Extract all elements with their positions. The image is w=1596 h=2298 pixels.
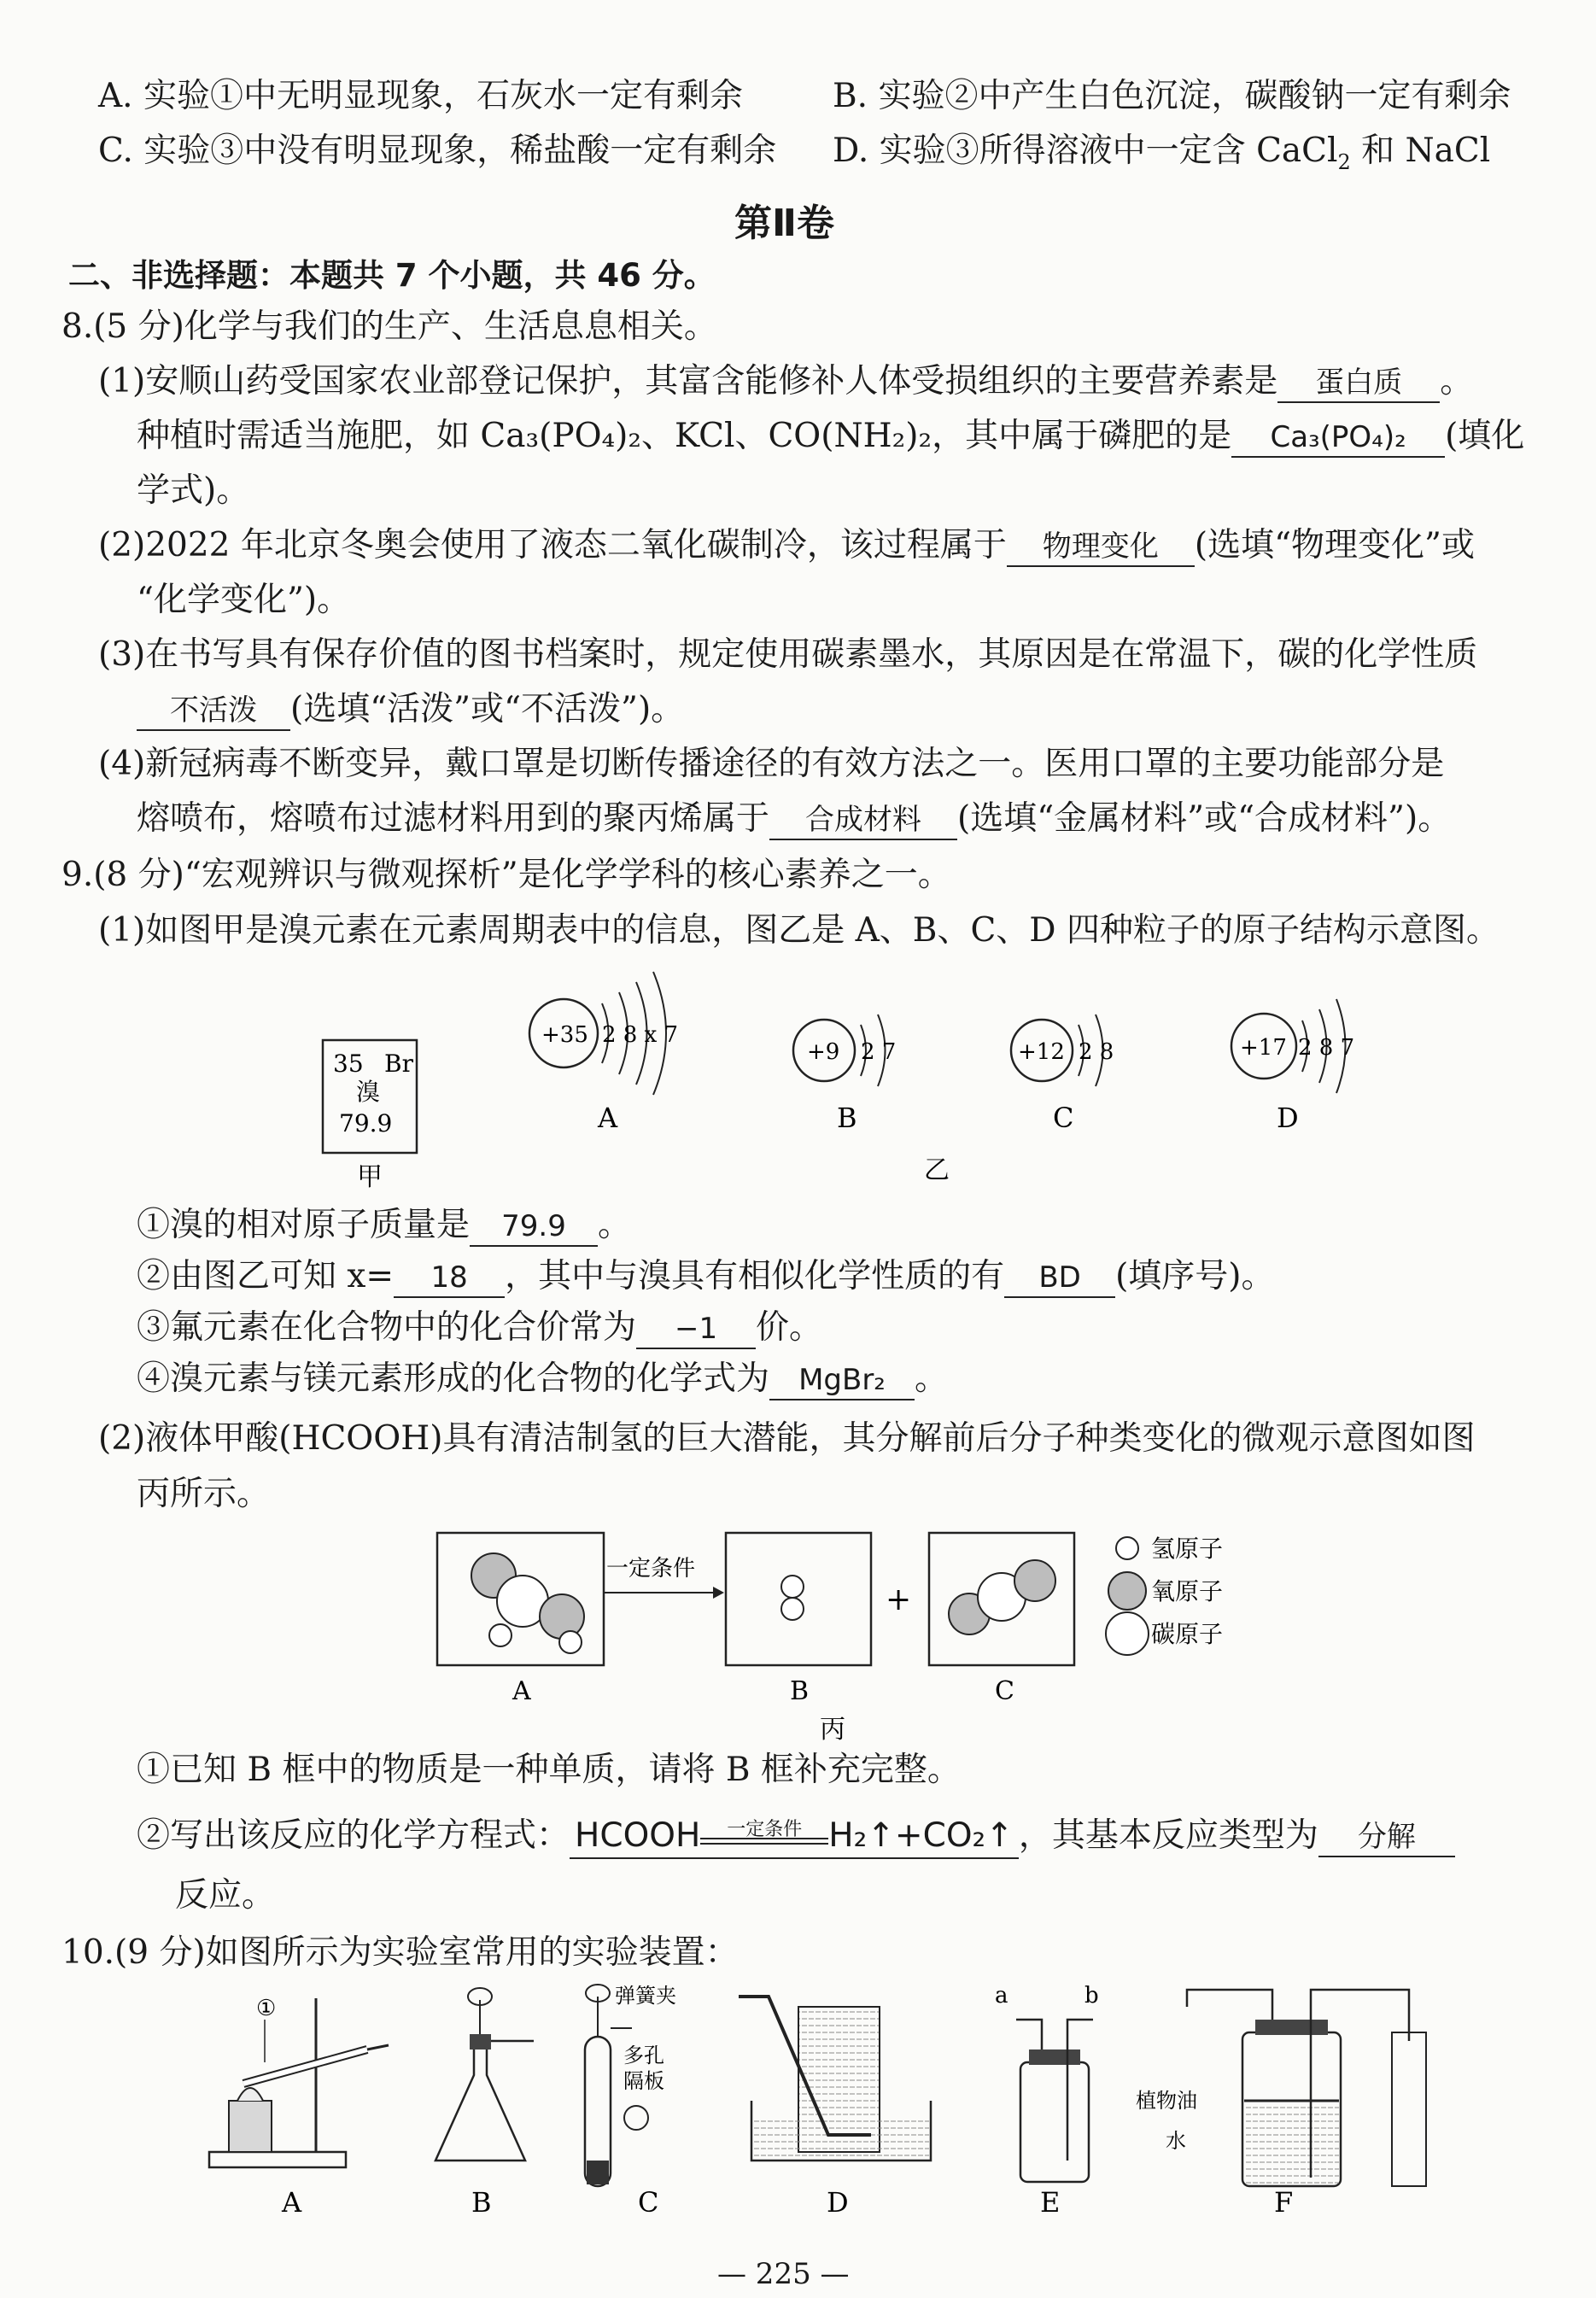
answer-blank: 18 <box>394 1259 505 1298</box>
box-c <box>929 1533 1074 1706</box>
svg-text:E: E <box>1040 2186 1061 2219</box>
q8-part1-line2: 种植时需适当施肥，如 Ca₃(PO₄)₂、KCl、CO(NH₂)₂，其中属于磷肥的是 Ca₃(PO₄)₂ (填化 <box>137 415 1524 458</box>
apparatus-a <box>209 1996 389 2219</box>
svg-text:2 8 7: 2 8 7 <box>1298 1035 1355 1061</box>
svg-text:+17: +17 <box>1240 1035 1287 1061</box>
page-number: — 225 — <box>717 2257 850 2291</box>
svg-text:D: D <box>1277 1102 1299 1134</box>
legend <box>1106 1535 1223 1655</box>
section-title: 第Ⅱ卷 <box>734 202 834 245</box>
answer-blank: MgBr₂ <box>769 1361 915 1400</box>
svg-text:植物油: 植物油 <box>1136 2089 1197 2113</box>
atom-d-diagram <box>1231 999 1354 1134</box>
svg-text:多孔: 多孔 <box>623 2044 664 2067</box>
svg-text:B: B <box>790 1676 810 1706</box>
svg-text:F: F <box>1274 2186 1294 2219</box>
q9-sub3: ③氟元素在化合物中的化合价常为 −1 价。 <box>137 1307 822 1349</box>
q8-part4-line2: 熔喷布，熔喷布过滤材料用到的聚丙烯属于 合成材料 (选填“金属材料”或“合成材料”)。 <box>137 798 1451 840</box>
svg-text:溴: 溴 <box>356 1078 381 1106</box>
atom-b-diagram <box>793 1015 896 1134</box>
q9-sub5: ①已知 B 框中的物质是一种单质，请将 B 框补充完整。 <box>137 1751 961 1789</box>
svg-text:+9: +9 <box>807 1039 840 1065</box>
svg-text:D: D <box>827 2186 849 2219</box>
q8-part1-line3: 学式)。 <box>137 471 250 510</box>
svg-text:一定条件: 一定条件 <box>606 1556 696 1582</box>
fig-label-jia: 甲 <box>357 1162 383 1192</box>
q9-part2-line2: 丙所示。 <box>137 1475 271 1513</box>
molecule-figure <box>427 1524 1281 1746</box>
q9-part2-line1: (2)液体甲酸(HCOOH)具有清洁制氢的巨大潜能，其分解前后分子种类变化的微观示意图如图 <box>98 1419 1476 1458</box>
q10-heading: 10.(9 分)如图所示为实验室常用的实验装置： <box>61 1933 739 1972</box>
svg-text:弹簧夹: 弹簧夹 <box>615 1984 676 2008</box>
answer-blank: Ca₃(PO₄)₂ <box>1231 418 1445 458</box>
apparatus-e <box>995 1983 1099 2219</box>
svg-text:2 8 x 7: 2 8 x 7 <box>602 1022 679 1048</box>
q9-part1: (1)如图甲是溴元素在元素周期表中的信息，图乙是 A、B、C、D 四种粒子的原子结构示意图。 <box>98 911 1500 950</box>
q8-part3-line2: 不活泼 (选填“活泼”或“不活泼”)。 <box>137 688 684 731</box>
fig-label-yi: 乙 <box>924 1155 950 1185</box>
svg-text:b: b <box>1084 1983 1099 2009</box>
svg-text:a: a <box>995 1983 1008 2009</box>
atom-structure-figure <box>307 956 1418 1196</box>
svg-text:A: A <box>512 1676 531 1706</box>
box-b <box>726 1533 871 1706</box>
svg-text:B: B <box>471 2186 492 2219</box>
q8-heading: 8.(5 分)化学与我们的生产、生活息息相关。 <box>61 307 717 346</box>
option-a: A. 实验①中无明显现象，石灰水一定有剩余 <box>98 77 743 115</box>
option-d: D. 实验③所得溶液中一定含 CaCl$_2$ 和 NaCl <box>833 132 1491 174</box>
apparatus-b <box>436 1988 534 2219</box>
q8-part3-line1: (3)在书写具有保存价值的图书档案时，规定使用碳素墨水，其原因是在常温下，碳的化学性质 <box>98 635 1478 674</box>
svg-text:35: 35 <box>333 1050 364 1078</box>
q9-sub6: ②写出该反应的化学方程式： HCOOH 一定条件 H₂↑+CO₂↑ ，其基本反应类型为 分解 <box>137 1815 1455 1859</box>
answer-blank: 合成材料 <box>769 801 957 840</box>
q8-part1-line1: (1)安顺山药受国家农业部登记保护，其富含能修补人体受损组织的主要营养素是 蛋白质 。 <box>98 360 1473 403</box>
periodic-cell <box>323 1040 417 1192</box>
option-c: C. 实验③中没有明显现象，稀盐酸一定有剩余 <box>98 132 777 170</box>
q8-part2-line1: (2)2022 年北京冬奥会使用了液态二氧化碳制冷，该过程属于 物理变化 (选填“物理变化”或 <box>98 524 1475 567</box>
svg-text:+12: +12 <box>1018 1039 1065 1065</box>
svg-text:B: B <box>837 1102 857 1134</box>
answer-blank: −1 <box>636 1310 756 1349</box>
q9-sub6-line2: 反应。 <box>175 1876 276 1915</box>
answer-blank: 不活泼 <box>137 692 290 731</box>
q9-heading: 9.(8 分)“宏观辨识与微观探析”是化学学科的核心素养之一。 <box>61 856 951 894</box>
q9-sub2: ②由图乙可知 x= 18 ，其中与溴具有相似化学性质的有 BD (填序号)。 <box>137 1255 1275 1298</box>
svg-text:C: C <box>995 1676 1014 1706</box>
q8-part2-line2: “化学变化”)。 <box>137 581 351 619</box>
answer-blank: 79.9 <box>470 1207 598 1247</box>
answer-blank: 分解 <box>1318 1818 1455 1857</box>
option-b: B. 实验②中产生白色沉淀，碳酸钠一定有剩余 <box>833 77 1511 115</box>
svg-text:79.9: 79.9 <box>339 1109 393 1137</box>
reaction-arrow <box>604 1556 724 1599</box>
svg-text:2 7: 2 7 <box>861 1039 897 1065</box>
svg-text:+35: +35 <box>541 1022 588 1048</box>
reaction-condition: 一定条件 <box>700 1821 828 1855</box>
svg-text:A: A <box>282 2186 302 2219</box>
answer-blank: 物理变化 <box>1007 528 1195 567</box>
apparatus-figure <box>196 1981 1452 2237</box>
svg-text:C: C <box>1053 1102 1074 1134</box>
svg-text:氧原子: 氧原子 <box>1151 1577 1224 1605</box>
fig-label-bing: 丙 <box>820 1715 845 1745</box>
box-a <box>437 1533 604 1706</box>
svg-text:碳原子: 碳原子 <box>1151 1620 1224 1648</box>
svg-text:隔板: 隔板 <box>623 2069 664 2093</box>
svg-text:氢原子: 氢原子 <box>1151 1535 1224 1563</box>
q9-sub4: ④溴元素与镁元素形成的化合物的化学式为 MgBr₂ 。 <box>137 1358 948 1400</box>
svg-text:①: ① <box>256 1996 277 2021</box>
svg-text:C: C <box>638 2186 659 2219</box>
apparatus-f <box>1136 1990 1426 2219</box>
q9-sub1: ①溴的相对原子质量是 79.9 。 <box>137 1204 631 1247</box>
q8-part4-line1: (4)新冠病毒不断变异，戴口罩是切断传播途径的有效方法之一。医用口罩的主要功能部分是 <box>98 745 1445 783</box>
svg-text:2 8: 2 8 <box>1079 1039 1114 1065</box>
svg-text:Br: Br <box>384 1050 413 1078</box>
apparatus-c <box>585 1984 676 2219</box>
section-heading: 二、非选择题：本题共 7 个小题，共 46 分。 <box>68 257 716 294</box>
atom-a-diagram <box>529 972 678 1134</box>
svg-text:水: 水 <box>1166 2129 1186 2153</box>
answer-blank: BD <box>1004 1259 1115 1298</box>
svg-text:A: A <box>598 1102 618 1134</box>
apparatus-d <box>739 1997 931 2219</box>
answer-blank: 蛋白质 <box>1277 364 1440 403</box>
atom-c-diagram <box>1011 1015 1114 1134</box>
plus-sign: + <box>886 1582 912 1617</box>
